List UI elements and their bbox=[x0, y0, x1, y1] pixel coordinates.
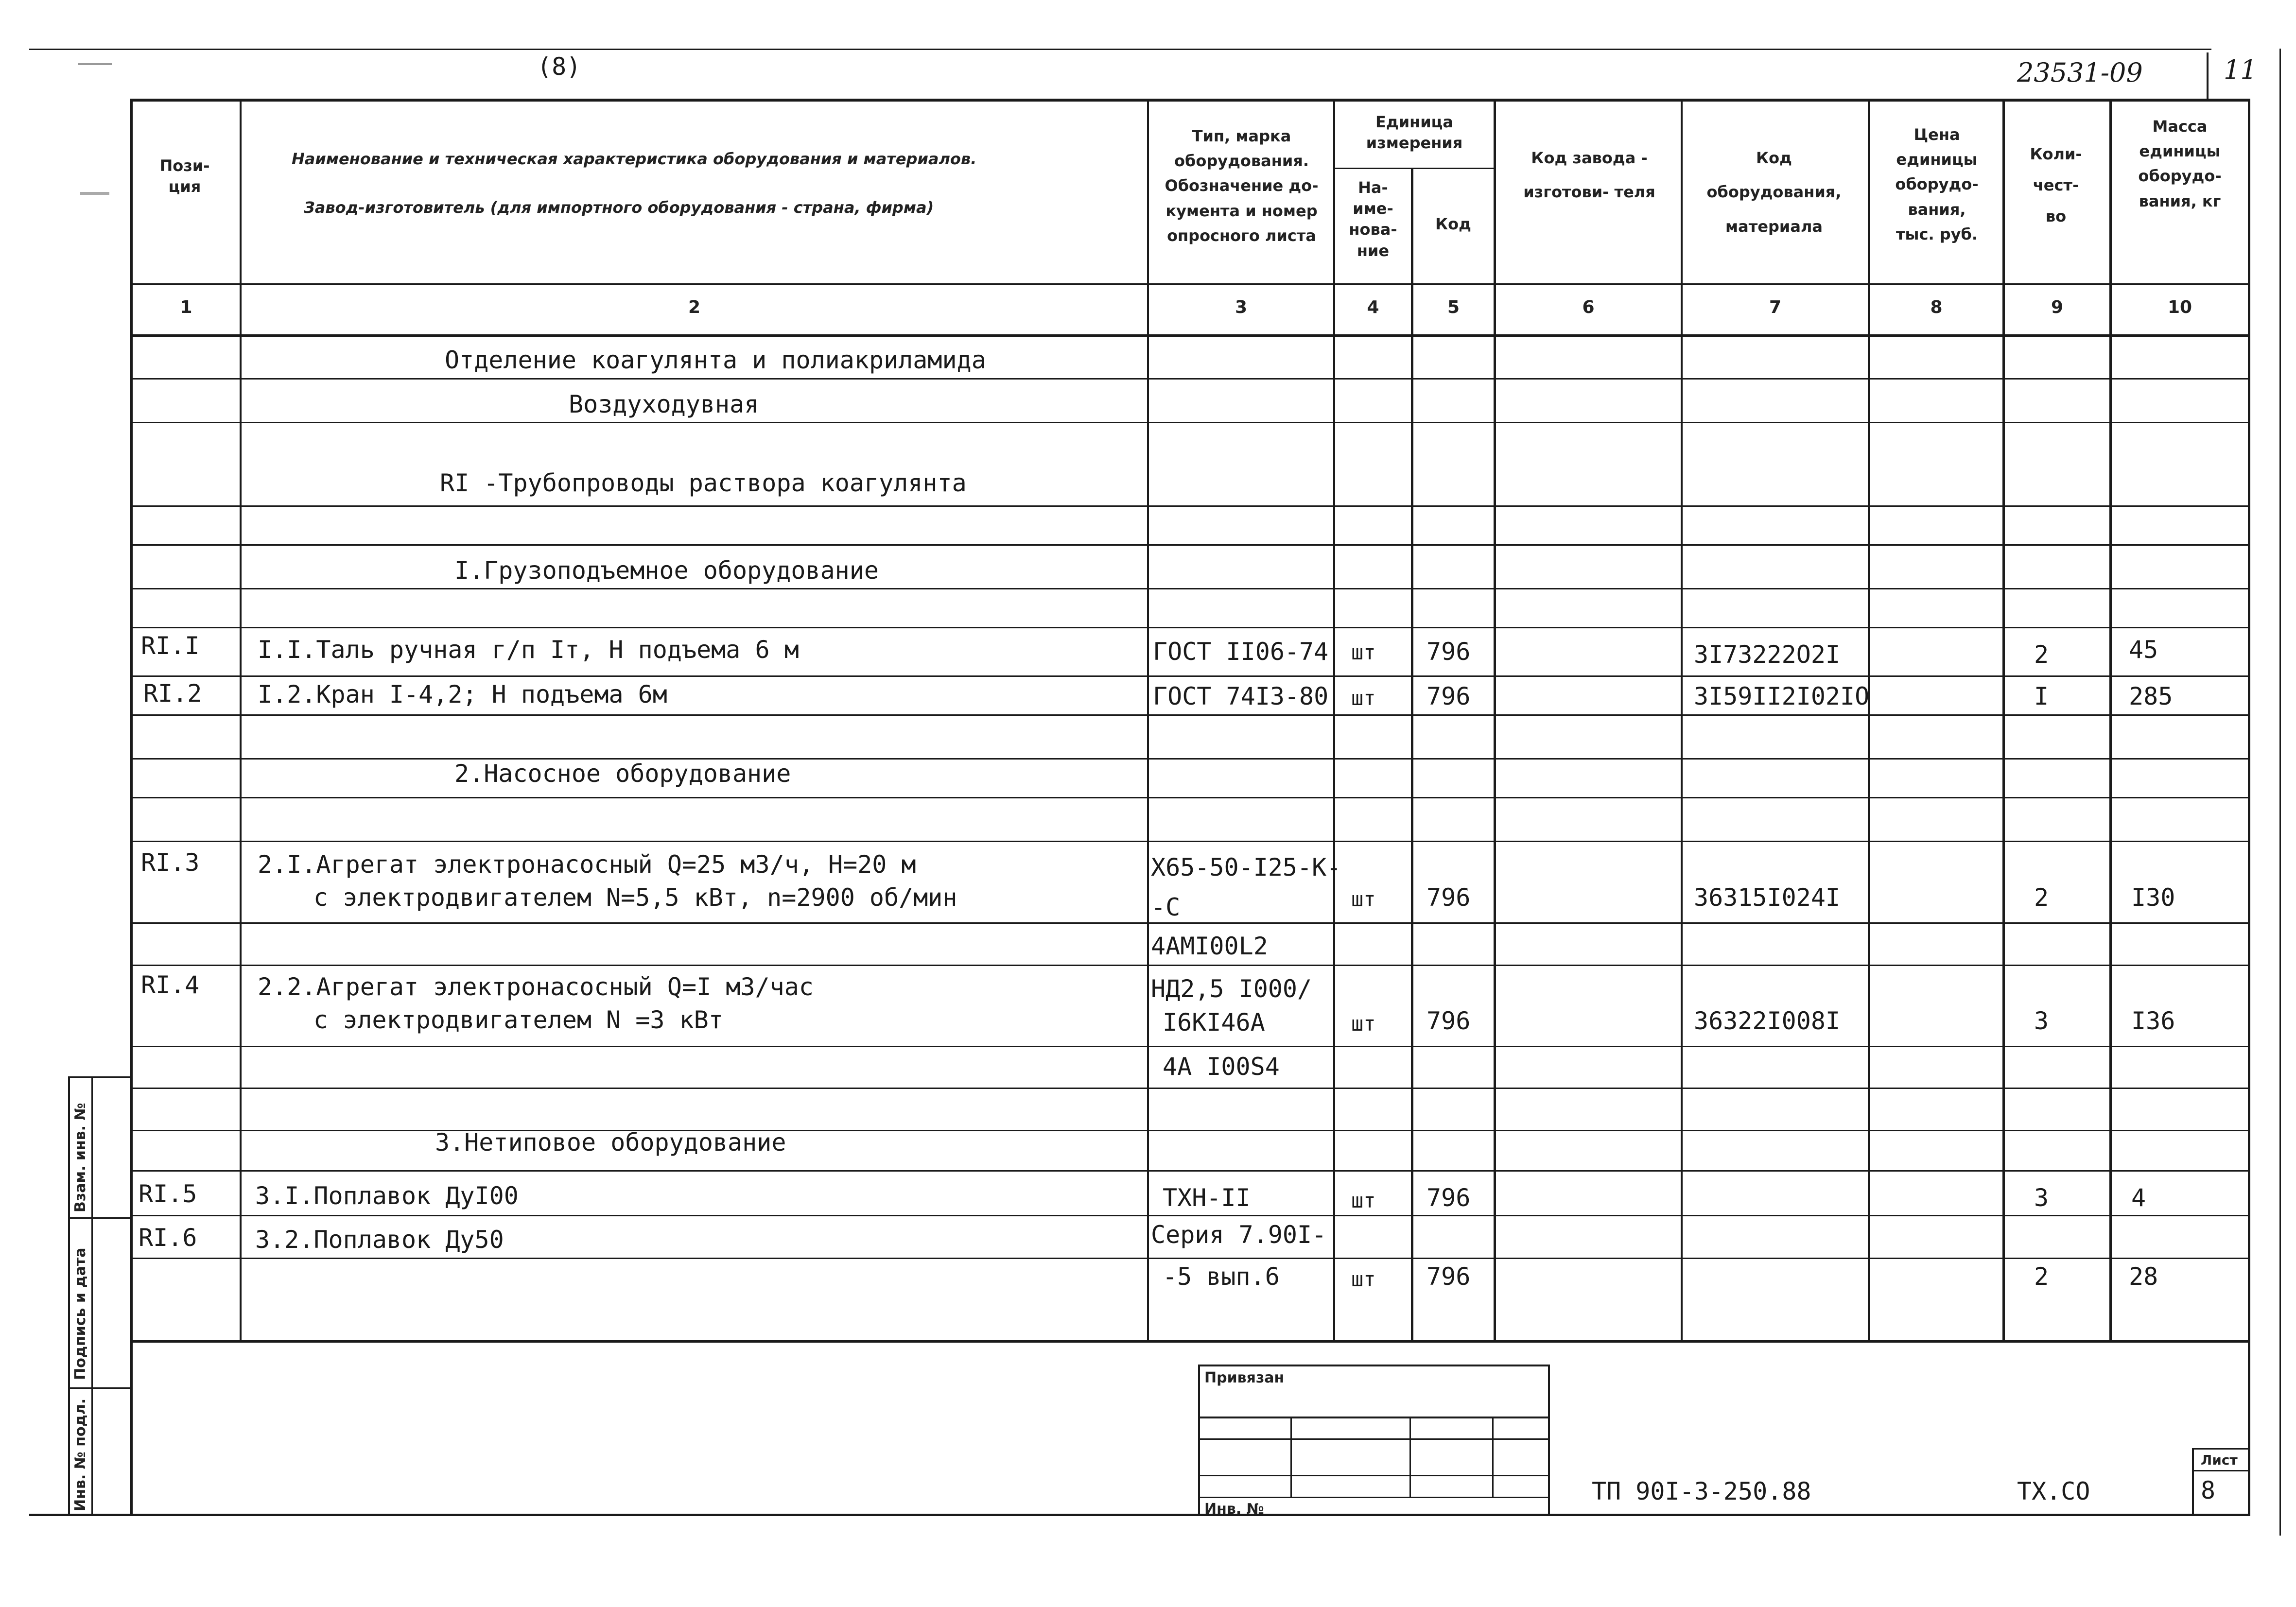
cell-mass: 45 bbox=[2129, 636, 2158, 664]
stamp-vline bbox=[1548, 1365, 1550, 1515]
cell-name: I.I.Таль ручная г/п Iт, Н подъема 6 м bbox=[258, 636, 799, 664]
top-rule bbox=[29, 49, 2211, 50]
col-num-6: 6 bbox=[1582, 297, 1595, 317]
sheet-box-mid bbox=[2192, 1470, 2250, 1471]
header-unit: Единица измерения bbox=[1366, 113, 1463, 153]
col-num-10: 10 bbox=[2167, 297, 2192, 317]
sheet-corner-number: 11 bbox=[2224, 54, 2257, 85]
cell-type-cont: I6КI46А bbox=[1163, 1008, 1265, 1037]
cell-unit: шт bbox=[1351, 686, 1376, 710]
header-price: Цена единицы оборудо- вания, тыс. руб. bbox=[1895, 125, 1979, 243]
col-line bbox=[2002, 99, 2005, 1342]
cell-name: 3.I.Поплавок ДуI00 bbox=[255, 1182, 519, 1210]
cell-pos: RI.5 bbox=[139, 1180, 197, 1208]
cell-code: 796 bbox=[1426, 1007, 1471, 1035]
scan-mark bbox=[78, 63, 112, 65]
stamp-vline bbox=[1290, 1417, 1292, 1497]
cell-qty: 3 bbox=[2034, 1184, 2049, 1212]
cell-unit: шт bbox=[1351, 1189, 1376, 1212]
cell-qty: 2 bbox=[2034, 883, 2049, 912]
cell-mass: I36 bbox=[2131, 1007, 2175, 1035]
header-unit-code: Код bbox=[1435, 215, 1471, 233]
section-heading: Воздуходувная bbox=[569, 390, 759, 418]
row-line bbox=[131, 1215, 2250, 1216]
cell-unit: шт bbox=[1351, 887, 1376, 911]
cell-mass: 4 bbox=[2131, 1184, 2146, 1212]
row-line bbox=[131, 675, 2250, 677]
cell-name: 2.2.Агрегат электронасосный Q=I м3/час bbox=[258, 973, 814, 1001]
colnum-bottom-line bbox=[131, 334, 2250, 337]
row-line bbox=[131, 378, 2250, 380]
col-num-5: 5 bbox=[1447, 297, 1460, 317]
row-line bbox=[131, 544, 2250, 546]
header-pos: Пози- ция bbox=[159, 156, 210, 196]
stamp-inv-label: Инв. № bbox=[1204, 1501, 1264, 1518]
row-line bbox=[131, 1088, 2250, 1089]
header-type: Тип, марка оборудования. Обозначение до- кумента и номер опросного листа bbox=[1165, 127, 1319, 245]
table-body-bottom bbox=[131, 1340, 2250, 1343]
cell-mass: I30 bbox=[2131, 883, 2175, 912]
row-line bbox=[131, 422, 2250, 423]
cell-type: ГОСТ 74I3-80 bbox=[1153, 682, 1329, 710]
sheet-box-left bbox=[2192, 1448, 2194, 1514]
stamp-document-mark: ТХ.СО bbox=[2017, 1477, 2090, 1505]
col-line bbox=[1333, 99, 1335, 1342]
col-line bbox=[1147, 99, 1149, 1342]
cell-mass: 28 bbox=[2129, 1262, 2158, 1291]
cell-name-cont: с электродвигателем N=5,5 кВт, n=2900 об/мин bbox=[313, 883, 957, 912]
header-plant-code: Код завода - изготови- теля bbox=[1523, 149, 1655, 202]
header-name-line1: Наименование и техническая характеристика оборудования и материалов. bbox=[292, 150, 977, 168]
side-label-vzam: Взам. инв. № bbox=[72, 1103, 89, 1212]
side-hline bbox=[68, 1387, 131, 1389]
cell-equip: 3I73222O2I bbox=[1694, 640, 1841, 669]
col-num-3: 3 bbox=[1235, 297, 1248, 317]
row-line bbox=[131, 841, 2250, 842]
sheet-label: Лист bbox=[2201, 1452, 2238, 1468]
header-qty: Коли- чест- во bbox=[2030, 145, 2082, 225]
header-equip-code: Код оборудования, материала bbox=[1706, 149, 1842, 236]
row-line bbox=[131, 797, 2250, 798]
row-line bbox=[131, 1258, 2250, 1259]
row-line bbox=[131, 758, 2250, 760]
col-num-7: 7 bbox=[1769, 297, 1782, 317]
sheet-box-top bbox=[2192, 1448, 2250, 1450]
cell-name-cont: с электродвигателем N =3 кВт bbox=[313, 1006, 723, 1034]
section-heading: Отделение коагулянта и полиакриламида bbox=[445, 346, 986, 374]
stamp-document-code: ТП 90I-3-250.88 bbox=[1592, 1477, 1811, 1505]
cell-code: 796 bbox=[1426, 1184, 1471, 1212]
cell-code: 796 bbox=[1426, 1262, 1471, 1291]
cell-code: 796 bbox=[1426, 883, 1471, 912]
stamp-vline bbox=[1198, 1365, 1200, 1515]
cell-pos: RI.4 bbox=[141, 971, 200, 999]
cell-equip: 3I59II2I02IO bbox=[1694, 682, 1870, 710]
col-line bbox=[2109, 99, 2112, 1342]
section-heading: I.Грузоподъемное оборудование bbox=[454, 556, 879, 585]
cell-type-cont: -5 вып.6 bbox=[1163, 1262, 1280, 1291]
cell-equip: 36315I024I bbox=[1694, 883, 1841, 912]
cell-type: ГОСТ II06-74 bbox=[1153, 638, 1329, 666]
section-heading: RI -Трубопроводы раствора коагулянта bbox=[440, 469, 967, 497]
col-line bbox=[240, 99, 242, 1342]
right-margin-line bbox=[2279, 49, 2281, 1536]
header-name-line2: Завод-изготовитель (для импортного оборудования - страна, фирма) bbox=[304, 198, 934, 217]
stamp-bound-label: Привязан bbox=[1204, 1369, 1285, 1386]
cell-qty: I bbox=[2034, 682, 2049, 710]
cell-type: Х65-50-I25-К- bbox=[1151, 853, 1341, 881]
stamp-line bbox=[1198, 1417, 1548, 1418]
top-rule-corner bbox=[2207, 52, 2209, 99]
cell-type: НД2,5 I000/ bbox=[1151, 975, 1312, 1003]
col-num-8: 8 bbox=[1930, 297, 1943, 317]
header-mass: Масса единицы оборудо- вания, кг bbox=[2138, 117, 2222, 210]
side-hline bbox=[68, 1217, 131, 1219]
col-line bbox=[1411, 168, 1413, 1342]
cell-unit: шт bbox=[1351, 1267, 1376, 1291]
cell-mass: 285 bbox=[2129, 682, 2173, 710]
row-line bbox=[131, 965, 2250, 966]
cell-type-cont: 4А I00S4 bbox=[1163, 1053, 1280, 1081]
col-num-4: 4 bbox=[1367, 297, 1379, 317]
cell-type: Серия 7.90I- bbox=[1151, 1221, 1327, 1249]
row-line bbox=[131, 1046, 2250, 1047]
cell-unit: шт bbox=[1351, 640, 1376, 664]
cell-name: 3.2.Поплавок Ду50 bbox=[255, 1226, 504, 1254]
sheet-number: 8 bbox=[2201, 1476, 2216, 1504]
cell-name: 2.I.Агрегат электронасосный Q=25 м3/ч, Н=20 м bbox=[258, 850, 916, 879]
cell-qty: 3 bbox=[2034, 1007, 2049, 1035]
row-line bbox=[131, 505, 2250, 507]
col-line-right bbox=[2248, 99, 2250, 1515]
stamp-vline bbox=[1409, 1417, 1411, 1497]
cell-pos: RI.I bbox=[141, 632, 200, 660]
cell-equip: 36322I008I bbox=[1694, 1007, 1841, 1035]
col-num-1: 1 bbox=[180, 297, 192, 317]
cell-type-cont: -С bbox=[1151, 893, 1181, 921]
cell-pos: RI.6 bbox=[139, 1224, 197, 1252]
cell-qty: 2 bbox=[2034, 640, 2049, 669]
side-label-inv-podl: Инв. № подл. bbox=[72, 1398, 89, 1511]
header-unit-name: На- име- нова- ние bbox=[1349, 178, 1397, 260]
cell-pos: RI.3 bbox=[141, 848, 200, 877]
unit-divider-line bbox=[1333, 168, 1496, 169]
col-line bbox=[1681, 99, 1683, 1342]
col-num-9: 9 bbox=[2051, 297, 2064, 317]
table-top-border bbox=[131, 99, 2250, 102]
header-bottom-line bbox=[131, 283, 2250, 285]
cell-unit: шт bbox=[1351, 1012, 1376, 1036]
row-line bbox=[131, 1170, 2250, 1172]
stamp-vline bbox=[1492, 1417, 1494, 1497]
cell-type-cont: 4АМI00L2 bbox=[1151, 932, 1268, 960]
stamp-line bbox=[1198, 1497, 1548, 1498]
col-line bbox=[1868, 99, 1870, 1342]
doc-number-handwritten: 23531-09 bbox=[2017, 57, 2143, 88]
page-number-top: (8) bbox=[537, 52, 581, 81]
form-bottom-border bbox=[29, 1514, 2250, 1516]
cell-code: 796 bbox=[1426, 682, 1471, 710]
row-line bbox=[131, 922, 2250, 924]
stamp-line bbox=[1198, 1475, 1548, 1476]
cell-code: 796 bbox=[1426, 638, 1471, 666]
row-line bbox=[131, 627, 2250, 628]
stamp-line bbox=[1198, 1438, 1548, 1440]
row-line bbox=[131, 714, 2250, 716]
row-line bbox=[131, 588, 2250, 589]
side-vline bbox=[68, 1076, 70, 1514]
cell-qty: 2 bbox=[2034, 1262, 2049, 1291]
cell-name: I.2.Кран I-4,2; Н подъема 6м bbox=[258, 680, 667, 708]
side-vline bbox=[91, 1076, 93, 1514]
cell-pos: RI.2 bbox=[143, 679, 202, 708]
stamp-line bbox=[1198, 1365, 1548, 1366]
scan-mark bbox=[80, 192, 109, 195]
side-label-podpis: Подпись и дата bbox=[72, 1247, 89, 1380]
side-hline bbox=[68, 1076, 131, 1078]
col-num-2: 2 bbox=[688, 297, 701, 317]
section-heading: 2.Насосное оборудование bbox=[454, 760, 791, 788]
col-line bbox=[1494, 99, 1496, 1342]
cell-type: ТХН-II bbox=[1163, 1184, 1251, 1212]
section-heading: 3.Нетиповое оборудование bbox=[435, 1128, 786, 1157]
